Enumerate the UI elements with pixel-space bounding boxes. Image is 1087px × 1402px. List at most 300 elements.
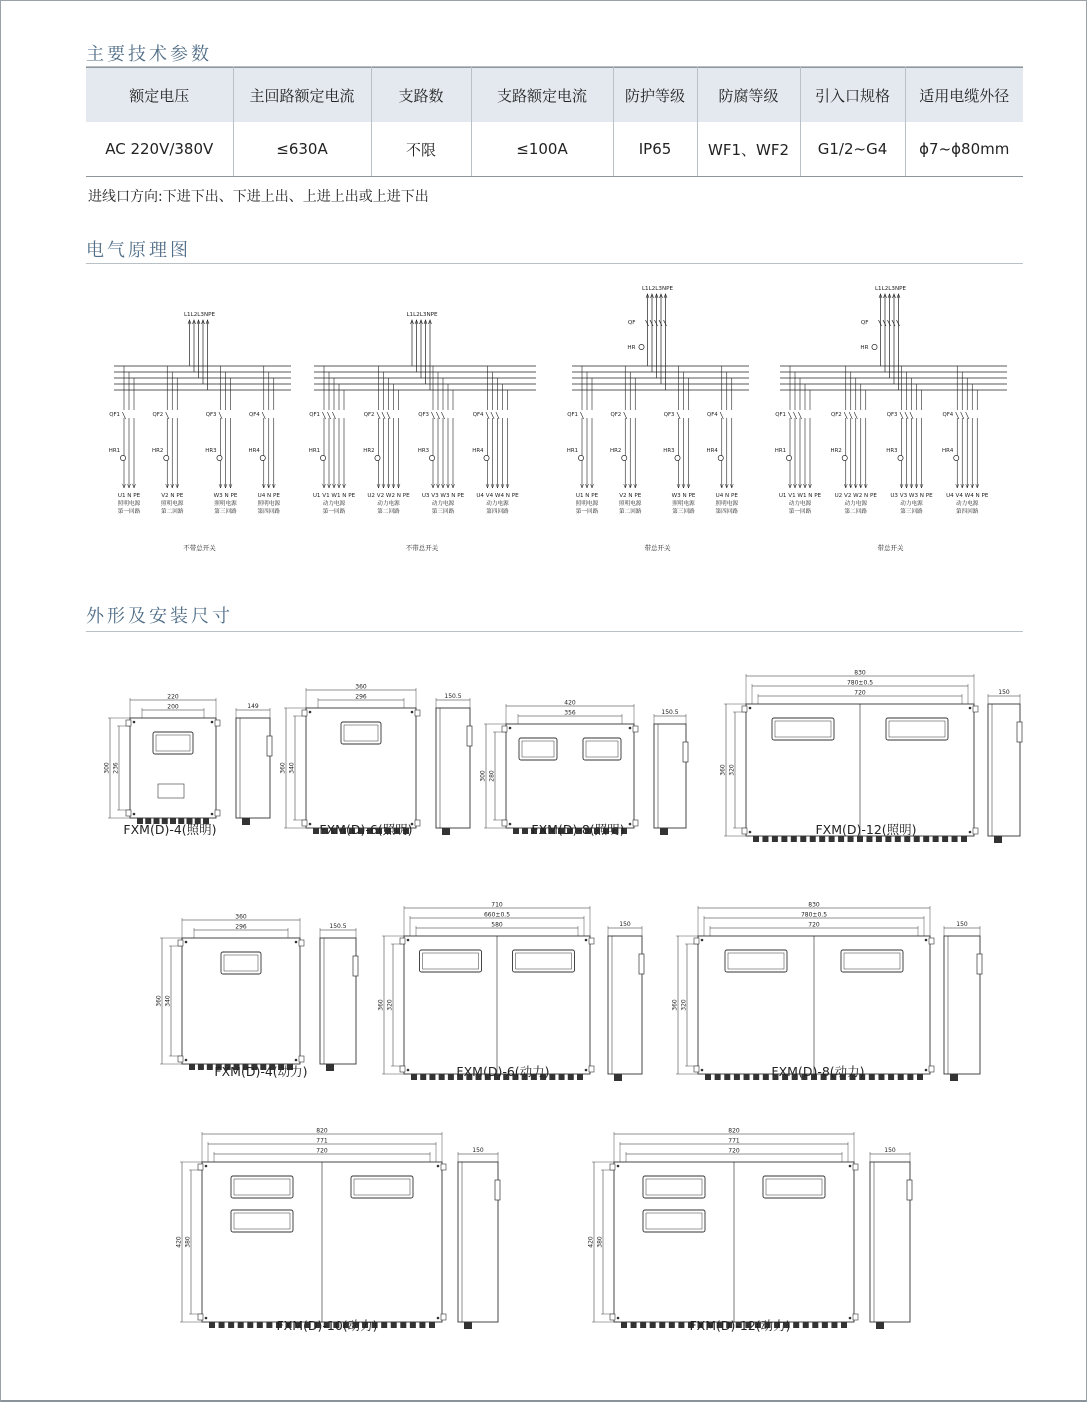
cable-gland-icon <box>812 1322 818 1328</box>
mounting-ear <box>126 720 131 726</box>
dimension-label: 420 <box>564 699 576 707</box>
circuit-type-label: 动力电源 <box>486 501 509 507</box>
wire <box>646 320 649 326</box>
terminal-label: U4 V4 W4 N PE <box>946 493 989 499</box>
cable-gland-icon <box>841 1322 847 1328</box>
mounting-ear <box>215 720 220 726</box>
mounting-ear <box>400 1066 405 1072</box>
cable-gland-icon <box>410 1322 416 1328</box>
indicator-lamp-icon <box>217 455 222 460</box>
circuit-number-label: 第四回路 <box>486 509 509 515</box>
wire <box>580 412 583 419</box>
wire <box>844 412 847 419</box>
dimension-label: 150 <box>998 689 1010 696</box>
mounting-ear <box>178 1056 183 1062</box>
wire <box>956 412 959 419</box>
enclosure-side <box>436 708 470 828</box>
breaker-window <box>841 950 903 972</box>
section-rule <box>86 263 1023 264</box>
breaker-window <box>772 718 834 740</box>
hr-label: HR2 <box>610 448 622 454</box>
model-caption: FXM(D)-4(照明) <box>123 822 217 837</box>
spec-value: ϕ7~ϕ80mm <box>905 122 1023 177</box>
cable-gland-icon <box>238 1322 244 1328</box>
cable-gland-icon <box>878 1074 884 1080</box>
mounting-ear <box>610 1314 615 1320</box>
circuit-type-label: 动力电源 <box>322 501 346 507</box>
cable-gland-icon <box>228 1322 234 1328</box>
mounting-ear <box>929 1066 934 1072</box>
hr-label: HR <box>860 345 869 351</box>
wire <box>436 412 439 419</box>
cable-gland-icon <box>640 1322 646 1328</box>
screw-icon <box>749 831 752 834</box>
spec-header: 防护等级 <box>613 68 697 123</box>
circuit-type-label: 照明电源 <box>214 501 237 507</box>
cable-gland-icon <box>791 836 797 842</box>
wire <box>491 412 494 419</box>
circuit-type-label: 动力电源 <box>844 501 867 507</box>
spec-table <box>86 67 1023 177</box>
supply-label: L1L2L3NPE <box>183 312 216 318</box>
qf-label: QF3 <box>205 412 217 418</box>
side-handle <box>977 954 982 974</box>
supply-label: L1L2L3NPE <box>874 286 907 292</box>
wire <box>655 320 658 326</box>
terminal-label: U4 V4 W4 N PE <box>476 493 519 499</box>
dimension-label: 356 <box>564 709 576 717</box>
terminal-label: V2 N PE <box>619 493 642 499</box>
cable-gland-icon <box>631 1322 637 1328</box>
mounting-ear <box>742 828 747 834</box>
indicator-lamp-icon <box>872 344 877 349</box>
circuit-type-label: 动力电源 <box>956 501 979 507</box>
screw-icon <box>407 1069 410 1072</box>
cable-gland-icon <box>933 836 939 842</box>
dimension-label: 340 <box>164 995 172 1007</box>
spec-value: ≤100A <box>471 122 613 177</box>
cable-gland-icon <box>326 1064 334 1071</box>
inlet-direction-note: 进线口方向:下进下出、下进上出、上进上出或上进下出 <box>88 189 429 205</box>
mounting-ear <box>502 726 507 732</box>
dimension-label: 360 <box>280 762 287 774</box>
model-caption: FXM(D)-6(照明) <box>319 822 413 837</box>
mounting-ear <box>853 1164 858 1170</box>
screw-icon <box>701 1069 704 1072</box>
circuit-number-label: 第二回路 <box>377 509 400 515</box>
hr-label: HR1 <box>774 448 786 454</box>
mounting-ear <box>441 1314 446 1320</box>
circuit-number-label: 第二回路 <box>619 509 642 515</box>
cable-gland-icon <box>772 836 778 842</box>
dimension-label: 710 <box>491 901 503 909</box>
wire <box>888 320 891 326</box>
cable-gland-icon <box>242 818 250 825</box>
hr-label: HR2 <box>830 448 842 454</box>
screw-icon <box>407 939 410 942</box>
qf-label: QF2 <box>610 412 622 418</box>
circuit-type-label: 照明电源 <box>672 501 695 507</box>
cable-gland-icon <box>876 1322 884 1329</box>
screw-icon <box>133 813 136 816</box>
dimension-label: 200 <box>167 703 179 711</box>
cable-gland-icon <box>247 1322 253 1328</box>
screw-icon <box>437 1165 440 1168</box>
side-handle <box>267 736 272 756</box>
section-title-schematic: 电气原理图 <box>86 240 191 261</box>
circuit-number-label: 第四回路 <box>257 509 280 515</box>
dimension-label: 420 <box>176 1236 183 1248</box>
screw-icon <box>185 1059 188 1062</box>
dimension-label: 150 <box>619 921 631 928</box>
screw-icon <box>969 831 972 834</box>
enclosure-drawing <box>588 1126 924 1346</box>
mounting-ear <box>694 1066 699 1072</box>
schematic-caption: 带总开关 <box>644 544 671 552</box>
screw-icon <box>617 1317 620 1320</box>
schematic-diagram <box>768 280 1013 560</box>
terminal-label: U1 N PE <box>575 493 599 499</box>
screw-icon <box>925 1069 928 1072</box>
hr-label: HR4 <box>706 448 718 454</box>
terminal-label: U3 V3 W3 N PE <box>890 493 933 499</box>
model-caption: FXM(D)-12(照明) <box>815 822 917 837</box>
screw-icon <box>701 939 704 942</box>
dimension-label: 360 <box>672 999 679 1011</box>
dimension-label: 280 <box>488 770 496 782</box>
spec-value: G1/2~G4 <box>800 122 905 177</box>
spec-value: ≤630A <box>233 122 371 177</box>
qf-label: QF1 <box>309 412 320 418</box>
dimension-label: 360 <box>720 764 727 776</box>
enclosure-side <box>654 724 686 828</box>
qf-label: QF3 <box>886 412 898 418</box>
circuit-type-label: 动力电源 <box>377 501 400 507</box>
qf-label: QF4 <box>942 412 954 418</box>
cable-gland-icon <box>219 1322 225 1328</box>
hr-label: HR2 <box>363 448 375 454</box>
breaker-window <box>643 1176 705 1198</box>
dimension-label: 830 <box>854 669 866 677</box>
qf-label: QF4 <box>706 412 718 418</box>
model-caption: FXM(D)-10(动力) <box>276 1318 378 1333</box>
dimension-label: 720 <box>728 1147 740 1155</box>
side-handle <box>683 742 688 762</box>
screw-icon <box>585 939 588 942</box>
mounting-ear <box>215 810 220 816</box>
dimension-label: 771 <box>316 1137 328 1145</box>
circuit-number-label: 第四回路 <box>956 509 979 515</box>
mounting-ear <box>178 940 183 946</box>
model-caption: FXM(D)-12(动力) <box>689 1318 791 1333</box>
section-title-dimensions: 外形及安装尺寸 <box>86 606 233 627</box>
dimension-label: 771 <box>728 1137 740 1145</box>
side-handle <box>1017 722 1022 742</box>
wire <box>377 412 380 419</box>
dimension-label: 220 <box>167 693 179 701</box>
cable-gland-icon <box>744 1074 750 1080</box>
screw-icon <box>437 1317 440 1320</box>
model-caption: FXM(D)-8(动力) <box>771 1064 865 1079</box>
mounting-ear <box>302 710 307 716</box>
indicator-lamp-icon <box>639 344 644 349</box>
hr-label: HR1 <box>308 448 320 454</box>
indicator-lamp-icon <box>120 455 125 460</box>
breaker-window <box>221 952 261 974</box>
breaker-window <box>231 1176 293 1198</box>
mounting-ear <box>589 1066 594 1072</box>
wire <box>677 412 680 419</box>
circuit-type-label: 动力电源 <box>431 501 455 507</box>
side-handle <box>467 726 472 746</box>
circuit-number-label: 第二回路 <box>844 509 867 515</box>
mounting-ear <box>299 940 304 946</box>
wire <box>624 412 627 419</box>
dimension-label: 150 <box>884 1147 896 1154</box>
breaker-window <box>519 738 557 760</box>
dimension-label: 780±0.5 <box>846 679 874 687</box>
screw-icon <box>411 711 414 714</box>
screw-icon <box>509 823 512 826</box>
wire <box>910 412 913 419</box>
qf-label: QF3 <box>663 412 675 418</box>
dimension-label: 296 <box>355 693 367 701</box>
cable-gland-icon <box>257 1322 263 1328</box>
side-handle <box>495 1180 500 1200</box>
breaker-window <box>643 1210 705 1232</box>
dimension-label: 420 <box>588 1236 595 1248</box>
dimension-label: 236 <box>112 762 120 774</box>
wire <box>849 412 852 419</box>
circuit-type-label: 照明电源 <box>161 501 184 507</box>
circuit-number-label: 第一回路 <box>575 509 599 515</box>
cable-gland-icon <box>189 1064 195 1070</box>
hr-label: HR3 <box>663 448 675 454</box>
section-rule <box>86 631 1023 632</box>
screw-icon <box>617 1165 620 1168</box>
cable-gland-icon <box>419 1322 425 1328</box>
circuit-type-label: 照明电源 <box>257 501 280 507</box>
schematic-diagram <box>560 280 755 560</box>
dimension-label: 150.5 <box>661 709 679 716</box>
qf-label: QF2 <box>152 412 164 418</box>
mounting-ear <box>742 706 747 712</box>
hr-label: HR2 <box>152 448 164 454</box>
cable-gland-icon <box>411 1074 417 1080</box>
wire <box>798 412 801 419</box>
terminal-label: U3 V3 W3 N PE <box>421 493 465 499</box>
screw-icon <box>295 1059 298 1062</box>
supply-label: L1L2L3NPE <box>641 286 674 292</box>
circuit-number-label: 第三回路 <box>672 509 695 515</box>
qf-label: QF <box>627 320 636 326</box>
screw-icon <box>205 1317 208 1320</box>
enclosure-side <box>236 718 270 818</box>
enclosure-drawing <box>176 1126 512 1346</box>
hr-label: HR <box>627 345 636 351</box>
schematic-diagram <box>102 300 297 560</box>
cable-gland-icon <box>420 1074 426 1080</box>
circuit-type-label: 照明电源 <box>619 501 642 507</box>
mounting-ear <box>973 706 978 712</box>
model-caption: FXM(D)-6(动力) <box>456 1064 550 1079</box>
screw-icon <box>309 711 312 714</box>
wire <box>262 412 265 419</box>
indicator-lamp-icon <box>164 455 169 460</box>
indicator-lamp-icon <box>842 455 847 460</box>
wire <box>897 320 900 326</box>
mounting-ear <box>589 938 594 944</box>
circuit-type-label: 动力电源 <box>788 501 812 507</box>
indicator-lamp-icon <box>622 455 627 460</box>
enclosure-side <box>870 1162 910 1322</box>
qf-label: QF3 <box>418 412 429 418</box>
schematic-caption: 不带总开关 <box>183 544 216 552</box>
wire <box>650 320 653 326</box>
dimension-label: 360 <box>156 995 163 1007</box>
cable-gland-icon <box>822 1322 828 1328</box>
cable-gland-icon <box>568 1074 574 1080</box>
mounting-ear <box>853 1314 858 1320</box>
wire <box>486 412 489 419</box>
spec-value: 不限 <box>371 122 471 177</box>
screw-icon <box>295 941 298 944</box>
hr-label: HR3 <box>417 448 429 454</box>
mounting-ear <box>929 938 934 944</box>
spec-value: IP65 <box>613 122 697 177</box>
cable-gland-icon <box>429 1322 435 1328</box>
screw-icon <box>211 813 214 816</box>
cable-gland-icon <box>577 1074 583 1080</box>
wire <box>788 412 791 419</box>
side-handle <box>907 1180 912 1200</box>
circuit-number-label: 第一回路 <box>788 509 812 515</box>
wire <box>387 412 390 419</box>
enclosure-side <box>944 936 980 1074</box>
wire <box>961 412 964 419</box>
spec-header: 支路额定电流 <box>471 68 613 123</box>
screw-icon <box>749 707 752 710</box>
hr-label: HR3 <box>886 448 898 454</box>
terminal-label: W3 N PE <box>213 493 238 499</box>
screw-icon <box>969 707 972 710</box>
breaker-window <box>153 732 193 754</box>
screw-icon <box>925 939 928 942</box>
spec-header: 引入口规格 <box>800 68 905 123</box>
screw-icon <box>849 1165 852 1168</box>
indicator-lamp-icon <box>260 455 265 460</box>
screw-icon <box>585 1069 588 1072</box>
indicator-lamp-icon <box>320 455 325 460</box>
cable-gland-icon <box>898 1074 904 1080</box>
dimension-label: 820 <box>728 1127 740 1135</box>
wire <box>966 412 969 419</box>
dimension-label: 720 <box>316 1147 328 1155</box>
dimension-label: 360 <box>235 913 247 921</box>
enclosure-side <box>988 704 1020 836</box>
wire <box>905 412 908 419</box>
hr-label: HR1 <box>566 448 578 454</box>
mounting-ear <box>441 1164 446 1170</box>
indicator-lamp-icon <box>484 455 489 460</box>
breaker-window <box>886 718 948 740</box>
wire <box>441 412 444 419</box>
mounting-ear <box>610 1164 615 1170</box>
indicator-lamp-icon <box>786 455 791 460</box>
cable-gland-icon <box>391 1322 397 1328</box>
cable-gland-icon <box>950 1074 958 1081</box>
terminal-label: U1 N PE <box>117 493 141 499</box>
breaker-window <box>513 950 575 972</box>
wire <box>659 320 662 326</box>
dimension-label: 320 <box>386 999 394 1011</box>
indicator-lamp-icon <box>429 455 434 460</box>
dimension-label: 580 <box>491 921 503 929</box>
terminal-label: V2 N PE <box>161 493 184 499</box>
cable-gland-icon <box>803 1322 809 1328</box>
wire <box>900 412 903 419</box>
terminal-label: U4 N PE <box>257 493 280 499</box>
schematic-caption: 不带总开关 <box>405 544 439 552</box>
mounting-ear <box>198 1314 203 1320</box>
hr-label: HR4 <box>942 448 954 454</box>
cable-gland-icon <box>952 836 958 842</box>
terminal-label: U2 V2 W2 N PE <box>367 493 410 499</box>
hr-label: HR3 <box>205 448 217 454</box>
side-handle <box>639 954 644 974</box>
supply-label: L1L2L3NPE <box>406 312 438 318</box>
mounting-ear <box>198 1164 203 1170</box>
dimension-label: 340 <box>288 762 296 774</box>
dimension-label: 720 <box>808 921 820 929</box>
qf-label: QF1 <box>775 412 786 418</box>
spec-header: 防腐等级 <box>697 68 800 123</box>
wire <box>720 412 723 419</box>
cable-gland-icon <box>669 1322 675 1328</box>
spec-header: 额定电压 <box>86 68 233 123</box>
circuit-number-label: 第一回路 <box>117 509 141 515</box>
wire <box>431 412 434 419</box>
dimension-label: 360 <box>355 683 367 691</box>
indicator-lamp-icon <box>675 455 680 460</box>
qf-label: QF1 <box>567 412 578 418</box>
dimension-label: 660±0.5 <box>483 911 511 919</box>
terminal-label: U4 N PE <box>715 493 738 499</box>
qf-label: QF2 <box>830 412 842 418</box>
model-caption: FXM(D)-4(动力) <box>214 1064 308 1079</box>
dimension-label: 820 <box>316 1127 328 1135</box>
dimension-label: 150 <box>472 1147 484 1154</box>
mounting-ear <box>694 938 699 944</box>
dimension-label: 150.5 <box>329 923 347 930</box>
section-title-specs: 主要技术参数 <box>86 44 212 65</box>
dimension-label: 320 <box>728 764 736 776</box>
indicator-lamp-icon <box>954 455 959 460</box>
cable-gland-icon <box>659 1322 665 1328</box>
dimension-label: 720 <box>854 689 866 697</box>
spec-header: 主回路额定电流 <box>233 68 371 123</box>
breaker-window <box>351 1176 413 1198</box>
spec-value: AC 220V/380V <box>86 122 233 177</box>
qf-label: QF4 <box>472 412 484 418</box>
cable-gland-icon <box>621 1322 627 1328</box>
mounting-ear <box>415 710 420 716</box>
cable-gland-icon <box>994 836 1002 843</box>
cable-gland-icon <box>660 828 668 835</box>
cable-gland-icon <box>753 836 759 842</box>
circuit-number-label: 第一回路 <box>322 509 346 515</box>
breaker-window <box>763 1176 825 1198</box>
